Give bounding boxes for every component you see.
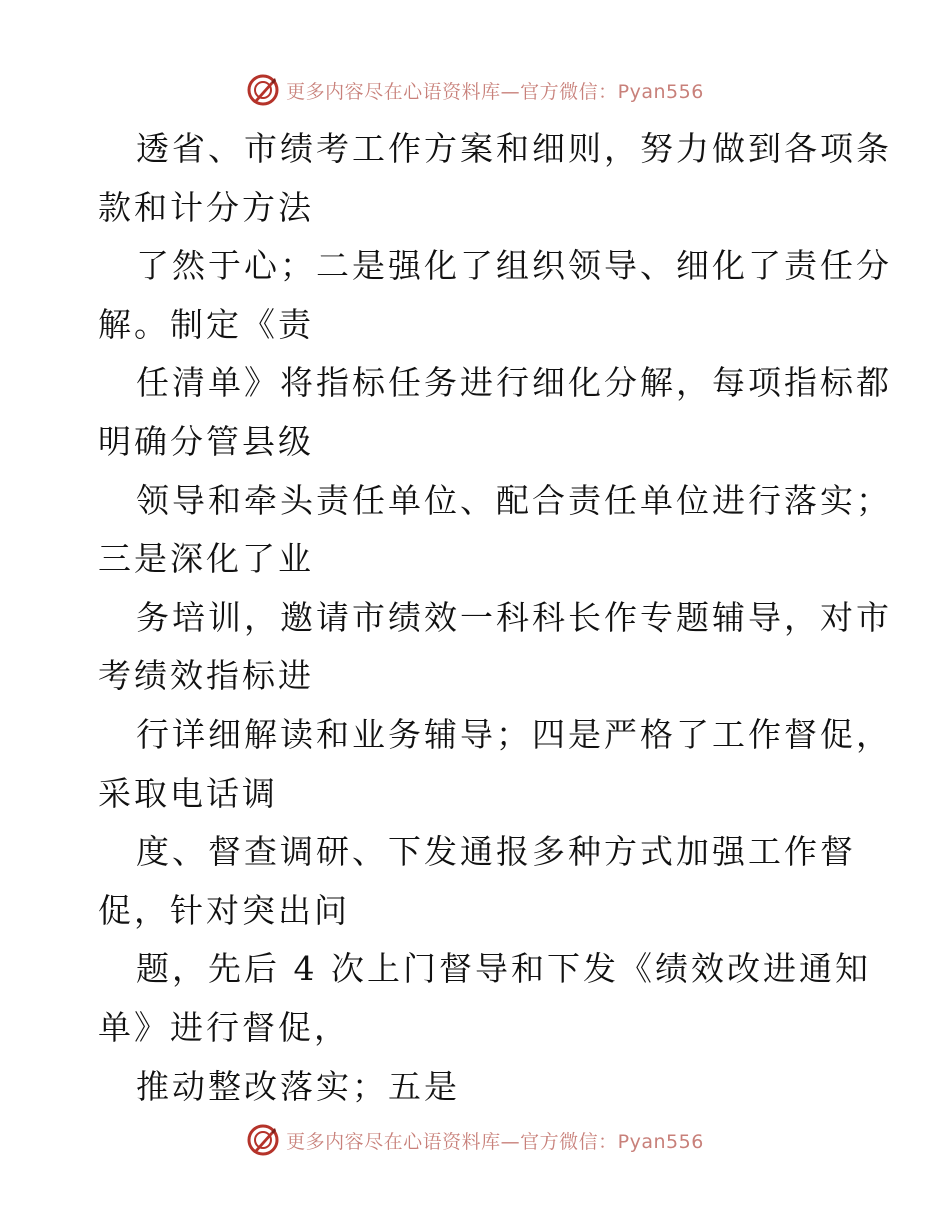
text-line: 单》进行督促， <box>98 1007 350 1047</box>
text-line: 促，针对突出问 <box>98 890 350 930</box>
document-body <box>98 120 892 1116</box>
text-line: 三是深化了业 <box>98 539 314 579</box>
text-line: 领导和牵头责任单位、配合责任单位进行落实； <box>136 480 892 520</box>
text-line: 明确分管县级 <box>98 421 314 461</box>
text-line: 任清单》将指标任务进行细化分解，每项指标都 <box>136 363 892 403</box>
logo-icon <box>246 73 280 107</box>
text-line: 采取电话调 <box>98 773 278 813</box>
text-line: 推动整改落实；五是 <box>136 1066 460 1106</box>
text-line: 务培训，邀请市绩效一科科长作专题辅导，对市 <box>136 597 892 637</box>
watermark-text: 更多内容尽在心语资料库—官方微信：Pyan556 <box>286 1130 704 1153</box>
header-watermark <box>0 70 950 110</box>
logo-icon <box>246 1123 280 1157</box>
footer-watermark <box>0 1120 950 1160</box>
text-line: 解。制定《责 <box>98 304 314 344</box>
text-line: 考绩效指标进 <box>98 656 314 696</box>
text-line: 度、督查调研、下发通报多种方式加强工作督 <box>136 832 856 872</box>
text-line: 题，先后 4 次上门督导和下发《绩效改进通知 <box>136 949 871 989</box>
text-line: 透省、市绩考工作方案和细则，努力做到各项条 <box>136 129 892 168</box>
text-line: 行详细解读和业务辅导；四是严格了工作督促， <box>136 714 892 754</box>
text-line: 了然于心；二是强化了组织领导、细化了责任分 <box>136 246 892 286</box>
watermark-text: 更多内容尽在心语资料库—官方微信：Pyan556 <box>286 80 704 103</box>
text-line: 款和计分方法 <box>98 187 314 227</box>
